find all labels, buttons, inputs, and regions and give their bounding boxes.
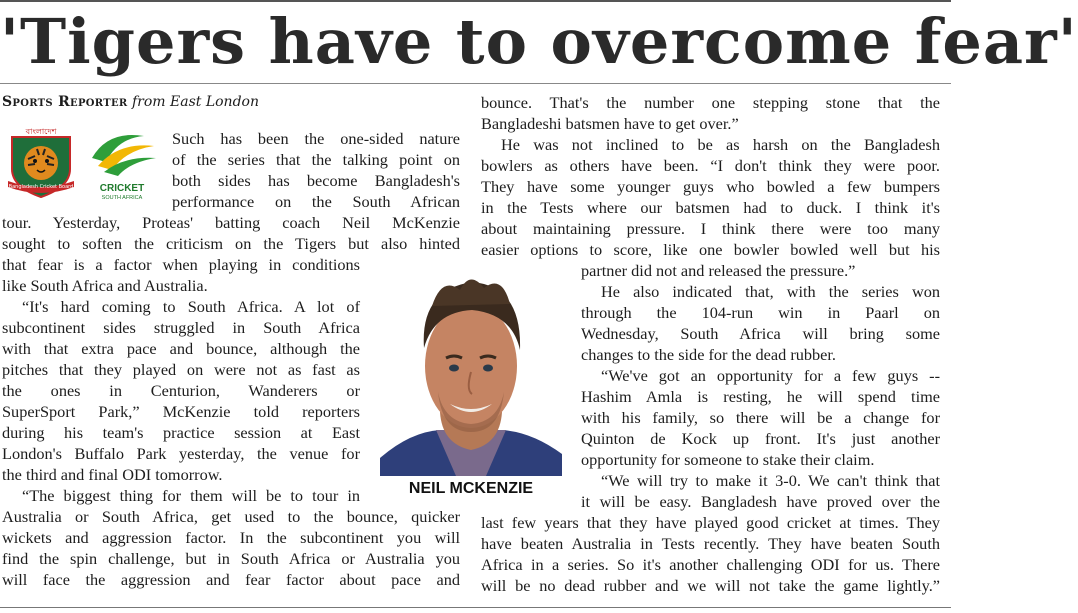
article-line: sought to soften the criticism on the Tigers but also hinted bbox=[2, 234, 460, 253]
article-line: “We've got an opportunity for a few guys -- bbox=[601, 366, 940, 385]
article-line: during his team's practice session at East bbox=[2, 423, 360, 442]
article-line: Africa in a series. So it's another challenging ODI for us. There bbox=[481, 555, 940, 574]
article-line: find the spin challenge, but in South Africa or Australia you bbox=[2, 549, 460, 568]
article-line: Hashim Amla is resting, he will spend time bbox=[581, 387, 940, 406]
article-line: SuperSport Park,” McKenzie told reporters bbox=[2, 402, 360, 421]
bangladesh-logo-text: বাংলাদেশ bbox=[25, 127, 57, 136]
article-line: London's Buffalo Park yesterday, the venue for bbox=[2, 444, 360, 463]
csa-logo-text: CRICKET bbox=[99, 183, 145, 194]
article-line: that fear is a factor when playing in conditions bbox=[2, 255, 360, 274]
article-line: They have some younger guys who bowled a few bumpers bbox=[481, 177, 940, 196]
top-rule bbox=[0, 0, 951, 2]
article-line: wickets and aggression factor. In the subcontinent you will bbox=[2, 528, 460, 547]
cricket-south-africa-logo bbox=[84, 128, 160, 200]
article-line: He was not inclined to be as harsh on the Bangladesh bbox=[501, 135, 940, 154]
article-line: with his family, so there will be a change for bbox=[581, 408, 940, 427]
article-line: Bangladeshi batsmen have to get over.” bbox=[481, 114, 739, 133]
article-line: Wednesday, South Africa will bring some bbox=[581, 324, 940, 343]
bottom-rule bbox=[0, 607, 951, 608]
photo-caption: NEIL MCKENZIE bbox=[408, 480, 534, 497]
article-line: pitches that they played on were not as fast as bbox=[2, 360, 360, 379]
article-line: through the 104-run win in Paarl on bbox=[581, 303, 940, 322]
article-line: opportunity for someone to stake their claim. bbox=[581, 450, 875, 469]
article-line: about maintaining pressure. I think there were too many bbox=[481, 219, 940, 238]
article-line: bowlers as others have been. “I don't think they were poor. bbox=[481, 156, 940, 175]
article-line: easier options to score, like one bowler bowled well but his bbox=[481, 240, 940, 259]
article-line: the third and final ODI tomorrow. bbox=[2, 465, 223, 484]
article-line: like South Africa and Australia. bbox=[2, 276, 208, 295]
article-line: it will be easy. Bangladesh have proved over the bbox=[581, 492, 940, 511]
article-line: in the Tests where our batsmen had to duck. I think it's bbox=[481, 198, 940, 217]
bangladesh-logo-ribbon: Bangladesh Cricket Board bbox=[8, 184, 74, 190]
article-line: of the series that the talking point on bbox=[172, 150, 460, 169]
byline-location: from East London bbox=[131, 94, 259, 110]
article-line: bounce. That's the number one stepping stone that the bbox=[481, 93, 940, 112]
bangladesh-cricket-logo bbox=[4, 125, 78, 199]
article-line: will be no dead rubber and we will not take the game lightly.” bbox=[481, 576, 940, 595]
portrait-photo bbox=[380, 262, 562, 476]
article-line: the ones in Centurion, Wanderers or bbox=[2, 381, 360, 400]
article-line: tour. Yesterday, Proteas' batting coach Neil McKenzie bbox=[2, 213, 460, 232]
article-line: have beaten Australia in Tests recently. They have beaten South bbox=[481, 534, 940, 553]
article-line: performance on the South African bbox=[172, 192, 460, 211]
article-line: Australia or South Africa, get used to the bounce, quicker bbox=[2, 507, 460, 526]
article-line: last few years that they have played good cricket at times. They bbox=[481, 513, 940, 532]
article-line: “We will try to make it 3-0. We can't think that bbox=[601, 471, 940, 490]
article-line: subcontinent sides struggled in South Africa bbox=[2, 318, 360, 337]
article-line: both sides has become Bangladesh's bbox=[172, 171, 460, 190]
csa-logo-subtext: SOUTH AFRICA bbox=[101, 195, 143, 201]
article-line: Such has been the one-sided nature bbox=[172, 129, 460, 148]
article-line: will face the aggression and fear factor about pace and bbox=[2, 570, 460, 589]
article-line: partner did not and released the pressure.” bbox=[581, 261, 856, 280]
article-line: “The biggest thing for them will be to tour in bbox=[22, 486, 360, 505]
article-line: changes to the side for the dead rubber. bbox=[581, 345, 836, 364]
byline-author: Sports Reporter bbox=[2, 94, 128, 110]
article-line: He also indicated that, with the series won bbox=[601, 282, 940, 301]
article-line: Quinton de Kock up front. It's just another bbox=[581, 429, 940, 448]
article-line: “It's hard coming to South Africa. A lot of bbox=[22, 297, 360, 316]
article-line: with that extra pace and bounce, although the bbox=[2, 339, 360, 358]
headline-divider bbox=[0, 83, 951, 84]
byline bbox=[2, 92, 259, 112]
article-headline: 'Tigers have to overcome fear' bbox=[0, 5, 1078, 78]
